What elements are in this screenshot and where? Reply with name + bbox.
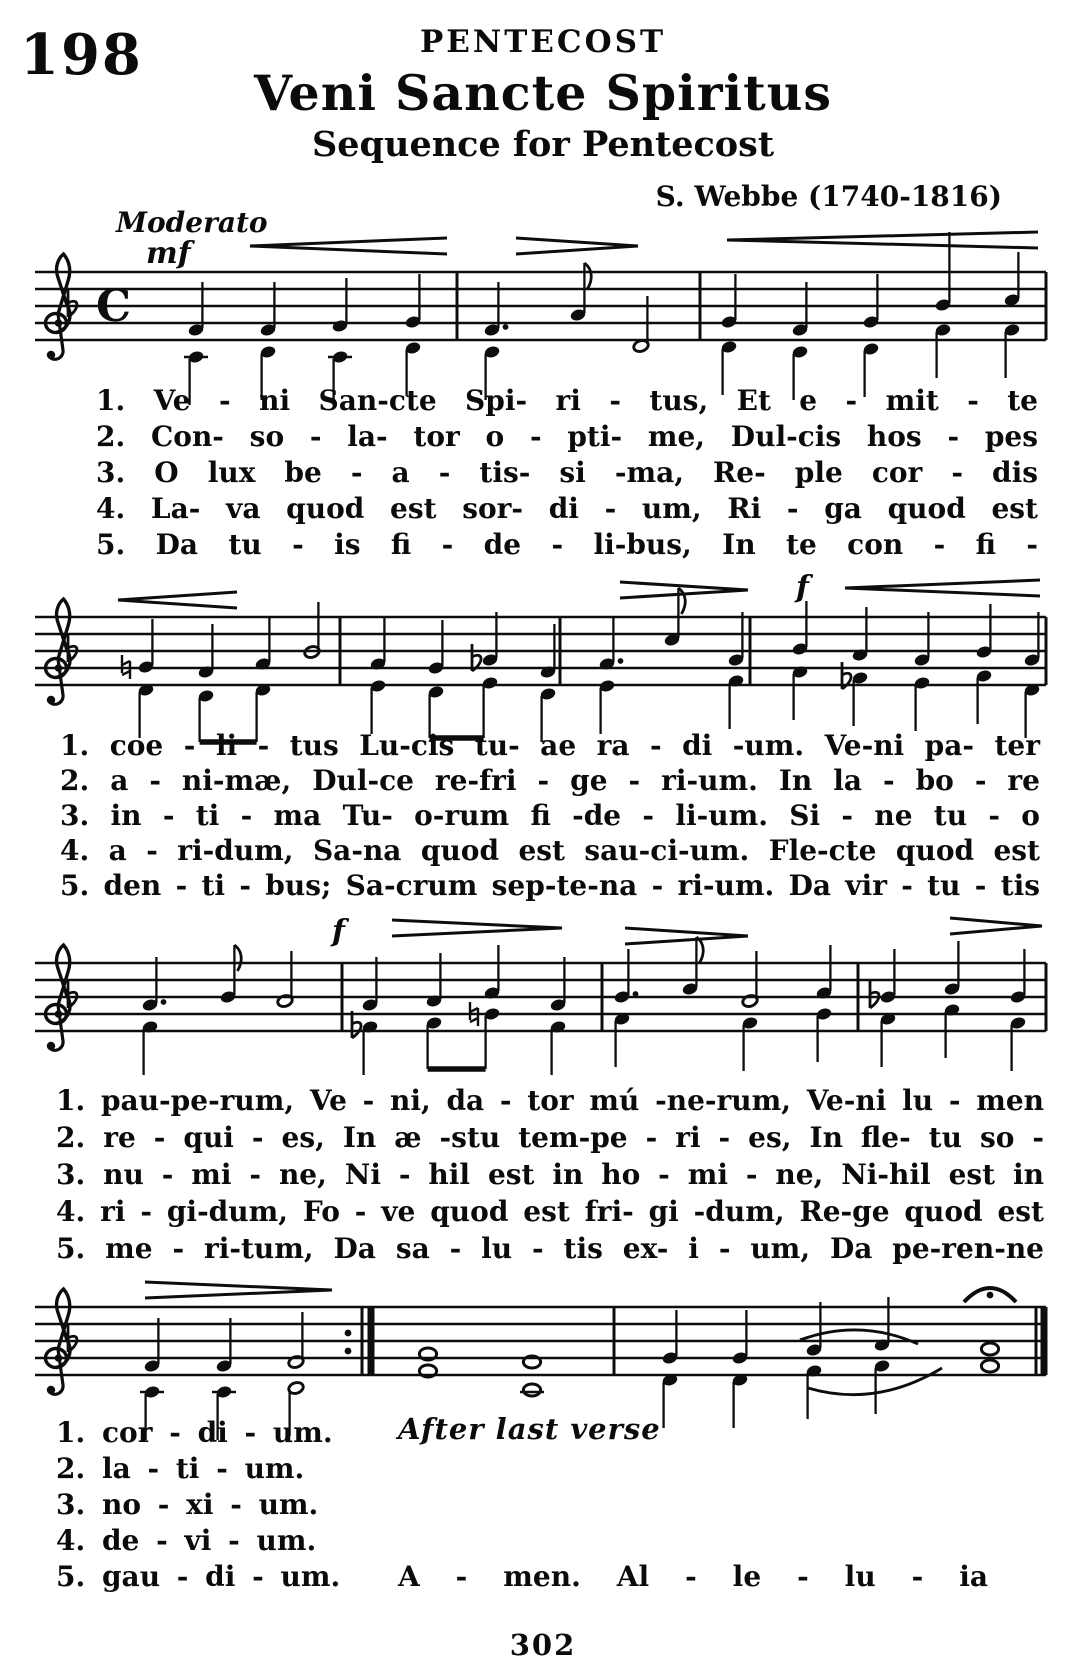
verse-line-3-1: 1. pau-pe-rum, Ve - ni, da - tor mú -ne-rum, Ve-ni lu - men [56, 1084, 1044, 1117]
verse-line-1-3: 3. O lux be - a - tis- si -ma, Re- ple cor - dis [96, 456, 1038, 489]
verse-line-2-3: 3. in - ti - ma Tu- o-rum fi -de - li-um. Si - ne tu - o [60, 799, 1040, 832]
after-last-verse-label: After last verse [398, 1412, 661, 1446]
verse-block-system2 [60, 729, 1040, 904]
verse-line-1-4: 4. La- va quod est sor- di - um, Ri - ga quod est [96, 492, 1038, 525]
verse-line-4-5: 5. gau - di - um. [56, 1560, 341, 1593]
dynamic-mf: mf [146, 236, 191, 271]
tempo-marking: Moderato [116, 206, 268, 239]
dynamic-f-system3: f [332, 914, 345, 949]
verse-line-2-4: 4. a - ri-dum, Sa-na quod est sau-ci-um. Fle-cte quod est [60, 834, 1040, 867]
verse-line-4-3: 3. no - xi - um. [56, 1488, 319, 1521]
page-number: 302 [509, 1628, 577, 1662]
svg-text:C: C [96, 281, 132, 332]
verse-line-3-5: 5. me - ri-tum, Da sa - lu - tis ex- i - um, Da pe-ren-ne [56, 1232, 1044, 1265]
verse-line-1-5: 5. Da tu - is fi - de - li-bus, In te con - fi - [96, 528, 1038, 561]
verse-block-system1 [96, 384, 1038, 564]
amen-text: A - men. Al - le - lu - ia [398, 1560, 988, 1593]
verse-line-2-2: 2. a - ni-mæ, Dul-ce re-fri - ge - ri-um. In la - bo - re [60, 764, 1040, 797]
verse-line-3-2: 2. re - qui - es, In æ -stu tem-pe - ri - es, In fle- tu so - [56, 1121, 1044, 1154]
hymn-number: 198 [20, 22, 143, 88]
hymn-title: Veni Sancte Spiritus [254, 64, 832, 122]
verse-line-1-2: 2. Con- so - la- tor o - pti- me, Dul-cis hos - pes [96, 420, 1038, 453]
staff-system-2 [35, 580, 1046, 742]
verse-line-1-1: 1. Ve - ni San-cte Spi- ri - tus, Et e - mit - te [96, 384, 1038, 417]
amen-line [398, 1560, 988, 1596]
verse-line-4-4: 4. de - vi - um. [56, 1524, 317, 1557]
composer-credit: S. Webbe (1740-1816) [655, 180, 1002, 213]
verse-line-2-5: 5. den - ti - bus; Sa-crum sep-te-na - ri-um. Da vir - tu - tis [60, 869, 1040, 902]
verse-line-4-1: 1. cor - di - um. [56, 1416, 333, 1449]
verse-line-4-2: 2. la - ti - um. [56, 1452, 305, 1485]
verse-line-2-1: 1. coe - li - tus Lu-cis tu- ae ra - di -um. Ve-ni pa- ter [60, 729, 1040, 762]
verse-line-3-4: 4. ri - gi-dum, Fo - ve quod est fri- gi -dum, Re-ge quod est [56, 1195, 1044, 1228]
verse-line-3-3: 3. nu - mi - ne, Ni - hil est in ho - mi - ne, Ni-hil est in [56, 1158, 1044, 1191]
verse-block-system4 [56, 1416, 340, 1596]
verse-block-system3 [56, 1084, 1044, 1269]
season-heading: PENTECOST [419, 24, 667, 60]
dynamic-f-system2: f [796, 570, 809, 605]
hymn-subtitle: Sequence for Pentecost [311, 124, 775, 165]
staff-system-3 [35, 918, 1046, 1075]
